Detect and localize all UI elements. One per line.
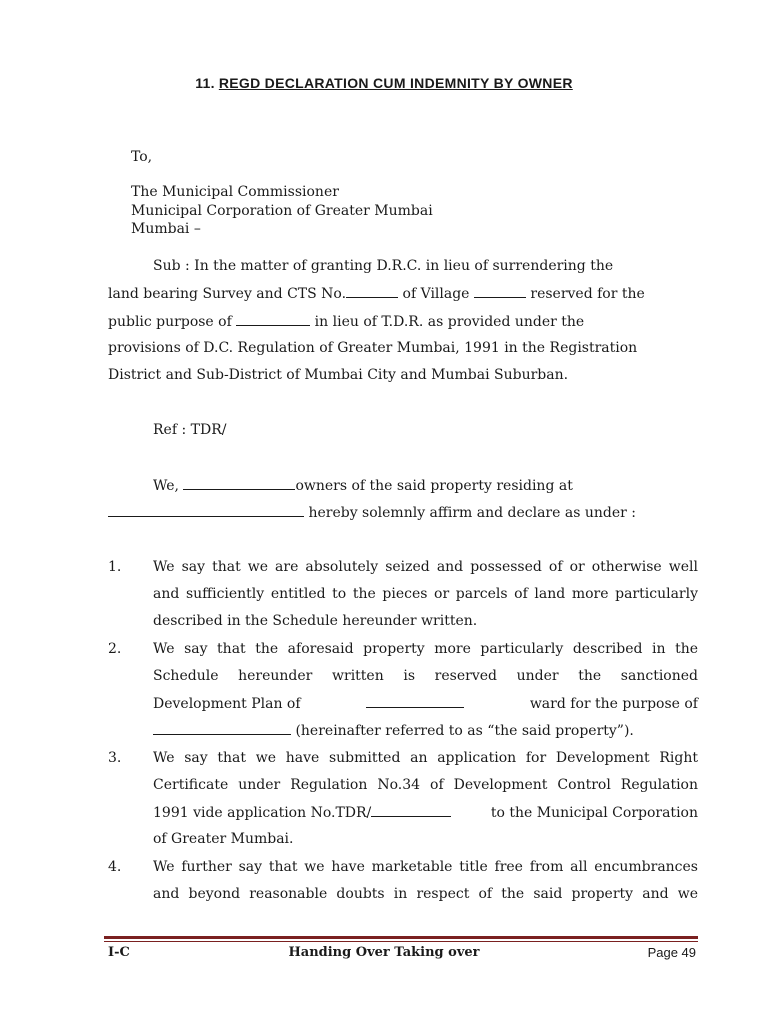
item-2-number: 2. bbox=[108, 641, 122, 657]
subject-line-2-a: land bearing Survey and CTS No. bbox=[108, 286, 347, 302]
item-3-line-3 bbox=[153, 804, 698, 821]
declarant-line-1-a: We, bbox=[153, 478, 184, 494]
cts-number-blank[interactable] bbox=[346, 285, 398, 298]
item-3-line-3-a-wrap bbox=[153, 804, 451, 821]
subject-line-1: Sub : In the matter of granting D.R.C. in lieu of surrendering the bbox=[153, 258, 614, 274]
footer-rule-thick bbox=[104, 936, 698, 939]
ward-blank[interactable] bbox=[366, 695, 464, 708]
declarant-line-1 bbox=[153, 477, 573, 494]
public-purpose-blank[interactable] bbox=[236, 313, 310, 326]
residence-address-blank[interactable] bbox=[108, 504, 304, 517]
declarant-line-2-text: hereby solemnly affirm and declare as under : bbox=[304, 505, 636, 521]
page-number: Page 49 bbox=[647, 945, 696, 960]
subject-line-2-b: of Village bbox=[398, 286, 474, 302]
item-1-line-3: described in the Schedule hereunder written. bbox=[153, 613, 478, 629]
item-2-line-1: We say that the aforesaid property more particularly described in the bbox=[153, 641, 698, 657]
item-1-line-1: We say that we are absolutely seized and possessed of or otherwise well bbox=[153, 559, 698, 575]
subject-line-4: provisions of D.C. Regulation of Greater Mumbai, 1991 in the Registration bbox=[108, 340, 638, 356]
item-2-line-3 bbox=[153, 695, 698, 712]
document-title bbox=[0, 75, 768, 91]
subject-line-3 bbox=[108, 313, 584, 330]
reference: Ref : TDR/ bbox=[153, 422, 227, 438]
owner-name-blank[interactable] bbox=[183, 477, 295, 490]
item-2-line-3-a: Development Plan of bbox=[153, 696, 301, 712]
item-4-line-2: and beyond reasonable doubts in respect of the said property and we bbox=[153, 886, 698, 902]
item-3-line-3-a: 1991 vide application No.TDR/ bbox=[153, 805, 372, 821]
item-3-line-1: We say that we have submitted an application for Development Right bbox=[153, 750, 698, 766]
title-text: REGD DECLARATION CUM INDEMNITY BY OWNER bbox=[218, 75, 573, 91]
subject-line-2 bbox=[108, 285, 645, 302]
footer-rule-thin bbox=[104, 941, 698, 942]
application-number-blank[interactable] bbox=[371, 804, 451, 817]
item-2-line-4-text: (hereinafter referred to as “the said property”). bbox=[291, 723, 634, 739]
title-number: 11. bbox=[195, 75, 215, 91]
item-3-line-2: Certificate under Regulation No.34 of Development Control Regulation bbox=[153, 777, 698, 793]
address-line-3: Mumbai – bbox=[131, 221, 201, 237]
item-4-number: 4. bbox=[108, 859, 122, 875]
subject-line-3-a: public purpose of bbox=[108, 314, 237, 330]
item-4-line-1: We further say that we have marketable title free from all encumbrances bbox=[153, 859, 698, 875]
declarant-line-2 bbox=[108, 504, 636, 521]
item-3-number: 3. bbox=[108, 750, 122, 766]
purpose-blank[interactable] bbox=[153, 722, 291, 735]
item-3-line-4: of Greater Mumbai. bbox=[153, 831, 294, 847]
item-2-line-3-b: ward for the purpose of bbox=[529, 696, 698, 712]
address-line-1: The Municipal Commissioner bbox=[131, 184, 339, 200]
item-1-line-2: and sufficiently entitled to the pieces or parcels of land more particularly bbox=[153, 586, 698, 602]
declarant-line-1-b: owners of the said property residing at bbox=[295, 478, 573, 494]
item-3-line-3-b: to the Municipal Corporation bbox=[490, 805, 698, 821]
subject-line-3-b: in lieu of T.D.R. as provided under the bbox=[310, 314, 585, 330]
item-2-line-4 bbox=[153, 722, 634, 739]
item-2-line-2: Schedule hereunder written is reserved under the sanctioned bbox=[153, 668, 698, 684]
item-1-number: 1. bbox=[108, 559, 122, 575]
subject-line-2-c: reserved for the bbox=[525, 286, 645, 302]
village-blank[interactable] bbox=[474, 285, 526, 298]
footer-left: I-C bbox=[108, 945, 130, 960]
address-to: To, bbox=[131, 149, 153, 165]
subject-line-5: District and Sub-District of Mumbai City and Mumbai Suburban. bbox=[108, 367, 569, 383]
footer-center: Handing Over Taking over bbox=[288, 945, 480, 960]
address-line-2: Municipal Corporation of Greater Mumbai bbox=[131, 203, 433, 219]
